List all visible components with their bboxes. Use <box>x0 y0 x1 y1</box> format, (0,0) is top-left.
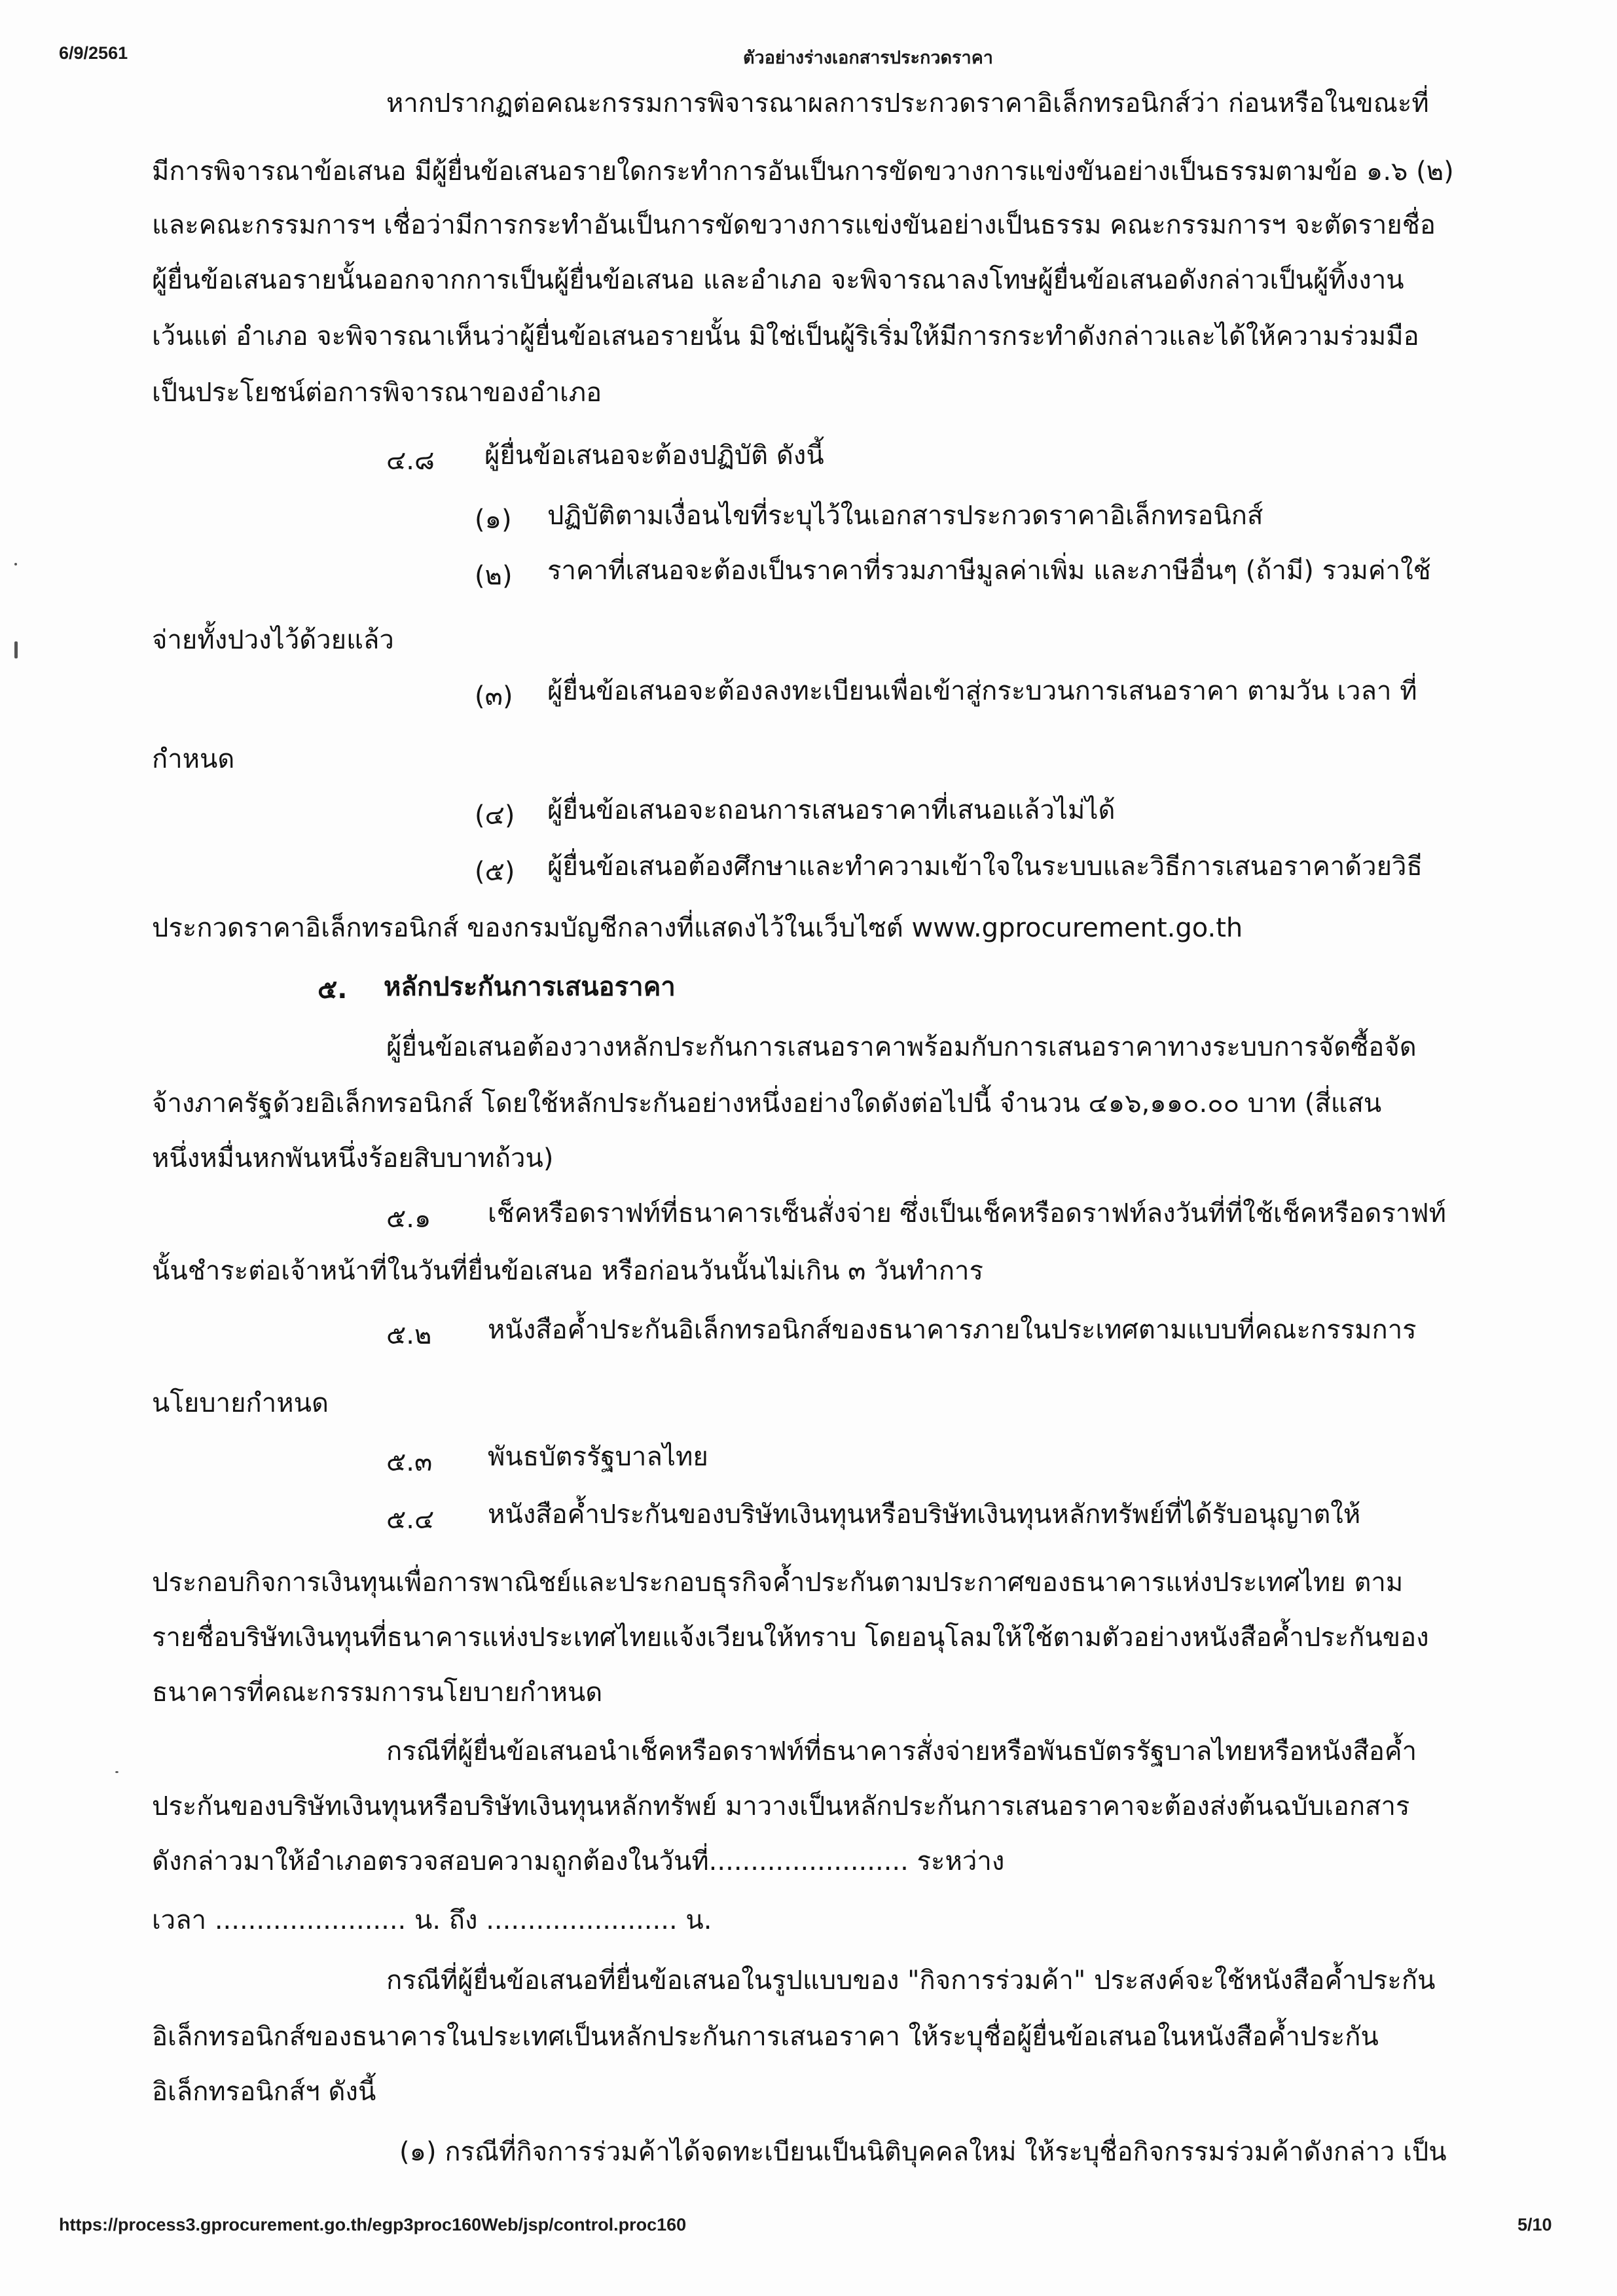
paragraph-line: เช็คหรือดราฟท์ที่ธนาคารเซ็นสั่งจ่าย ซึ่งเป็นเช็คหรือดราฟท์ลงวันที่ที่ใช้เช็คหรือดราฟท์ <box>488 1198 1446 1229</box>
paragraph-line: หนังสือค้ำประกันของบริษัทเงินทุนหรือบริษัทเงินทุนหลักทรัพย์ที่ได้รับอนุญาตให้ <box>488 1499 1361 1530</box>
document-title: ตัวอย่างร่างเอกสารประกวดราคา <box>743 48 993 67</box>
source-url: https://process3.gprocurement.go.th/egp3proc160Web/jsp/control.proc160 <box>59 2215 687 2234</box>
paragraph-line: ผู้ยื่นข้อเสนอรายนั้นออกจากการเป็นผู้ยื่นข้อเสนอ และอำเภอ จะพิจารณาลงโทษผู้ยื่นข้อเสนอดังกล่าวเป็นผู้ทิ้งงาน <box>152 265 1404 295</box>
item-number: (๒) <box>475 561 513 591</box>
paragraph-line: กรณีที่ผู้ยื่นข้อเสนอที่ยื่นข้อเสนอในรูปแบบของ "กิจการร่วมค้า" ประสงค์จะใช้หนังสือค้ำประกัน <box>386 1965 1436 1996</box>
section-4-8-title: ผู้ยื่นข้อเสนอจะต้องปฏิบัติ ดังนี้ <box>484 440 824 471</box>
item-continuation: จ่ายทั้งปวงไว้ด้วยแล้ว <box>152 625 394 655</box>
page-number: 5/10 <box>1517 2215 1552 2234</box>
subsection-number: ๕.๑ <box>386 1204 431 1234</box>
paragraph-line: ดังกล่าวมาให้อำเภอตรวจสอบความถูกต้องในวันที่........................ ระหว่าง <box>152 1846 1005 1876</box>
item-text: ผู้ยื่นข้อเสนอต้องศึกษาและทำความเข้าใจในระบบและวิธีการเสนอราคาด้วยวิธี <box>547 852 1423 882</box>
paragraph-line: หนึ่งหมื่นหกพันหนึ่งร้อยสิบบาทถ้วน) <box>152 1143 554 1174</box>
paragraph-line: ประกันของบริษัทเงินทุนหรือบริษัทเงินทุนหลักทรัพย์ มาวางเป็นหลักประกันการเสนอราคาจะต้องส่งต้นฉบับเอกสาร <box>152 1791 1410 1821</box>
item-text: ปฏิบัติตามเงื่อนไขที่ระบุไว้ในเอกสารประกวดราคาอิเล็กทรอนิกส์ <box>547 501 1263 531</box>
paragraph-line: นั้นชำระต่อเจ้าหน้าที่ในวันที่ยื่นข้อเสนอ หรือก่อนวันนั้นไม่เกิน ๓ วันทำการ <box>152 1256 983 1286</box>
paragraph-line: หนังสือค้ำประกันอิเล็กทรอนิกส์ของธนาคารภายในประเทศตามแบบที่คณะกรรมการ <box>488 1315 1417 1345</box>
item-text: ผู้ยื่นข้อเสนอจะถอนการเสนอราคาที่เสนอแล้วไม่ได้ <box>547 795 1116 825</box>
paragraph-line: หากปรากฏต่อคณะกรรมการพิจารณาผลการประกวดราคาอิเล็กทรอนิกส์ว่า ก่อนหรือในขณะที่ <box>386 88 1429 118</box>
paragraph-line: กรณีที่ผู้ยื่นข้อเสนอนำเช็คหรือดราฟท์ที่ธนาคารสั่งจ่ายหรือพันธบัตรรัฐบาลไทยหรือหนังสือค้ำ <box>386 1736 1417 1767</box>
paragraph-line: ผู้ยื่นข้อเสนอต้องวางหลักประกันการเสนอราคาพร้อมกับการเสนอราคาทางระบบการจัดซื้อจัด <box>386 1032 1417 1062</box>
paragraph-line: อิเล็กทรอนิกส์ฯ ดังนี้ <box>152 2077 376 2107</box>
paragraph-line: เป็นประโยชน์ต่อการพิจารณาของอำเภอ <box>152 378 602 408</box>
item-number: (๑) <box>475 505 512 535</box>
section-5-title: หลักประกันการเสนอราคา <box>384 972 676 1002</box>
scan-speck <box>115 1771 118 1773</box>
print-date: 6/9/2561 <box>59 43 128 63</box>
item-number: (๓) <box>475 681 513 711</box>
paragraph-line: อิเล็กทรอนิกส์ของธนาคารในประเทศเป็นหลักประกันการเสนอราคา ให้ระบุชื่อผู้ยื่นข้อเสนอในหนังสือค้ำประกัน <box>152 2022 1379 2052</box>
paragraph-line: มีการพิจารณาข้อเสนอ มีผู้ยื่นข้อเสนอรายใดกระทำการอันเป็นการขัดขวางการแข่งขันอย่างเป็นธรรมตามข้อ ๑.๖ (๒) <box>152 156 1454 187</box>
paragraph-line: เว้นแต่ อำเภอ จะพิจารณาเห็นว่าผู้ยื่นข้อเสนอรายนั้น มิใช่เป็นผู้ริเริ่มให้มีการกระทำดังกล่าวและได้ให้ความร่วมมือ <box>152 321 1419 351</box>
scan-speck <box>14 563 17 565</box>
paragraph-line: พันธบัตรรัฐบาลไทย <box>488 1442 708 1472</box>
paragraph-line: นโยบายกำหนด <box>152 1388 329 1418</box>
section-5-number: ๕. <box>318 975 348 1005</box>
item-continuation: กำหนด <box>152 744 235 774</box>
subsection-number: ๕.๔ <box>386 1505 435 1535</box>
subsection-number: ๕.๒ <box>386 1320 432 1350</box>
item-number: (๕) <box>475 857 515 887</box>
paragraph-line: จ้างภาครัฐด้วยอิเล็กทรอนิกส์ โดยใช้หลักประกันอย่างหนึ่งอย่างใดดังต่อไปนี้ จำนวน ๔๑๖,๑๑๐.๐๐ บาท (สี่แสน <box>152 1088 1382 1119</box>
paragraph-line: ธนาคารที่คณะกรรมการนโยบายกำหนด <box>152 1677 603 1708</box>
section-4-8-number: ๔.๘ <box>386 446 435 476</box>
subsection-number: ๕.๓ <box>386 1447 433 1477</box>
scan-speck <box>14 641 18 658</box>
paragraph-line: และคณะกรรมการฯ เชื่อว่ามีการกระทำอันเป็นการขัดขวางการแข่งขันอย่างเป็นธรรม คณะกรรมการฯ จะตัดรายชื่อ <box>152 210 1436 240</box>
paragraph-line: เวลา ....................... น. ถึง ....................... น. <box>152 1905 712 1935</box>
item-text: ผู้ยื่นข้อเสนอจะต้องลงทะเบียนเพื่อเข้าสู่กระบวนการเสนอราคา ตามวัน เวลา ที่ <box>547 676 1417 706</box>
item-text: ราคาที่เสนอจะต้องเป็นราคาที่รวมภาษีมูลค่าเพิ่ม และภาษีอื่นๆ (ถ้ามี) รวมค่าใช้ <box>547 556 1431 586</box>
paragraph-line: รายชื่อบริษัทเงินทุนที่ธนาคารแห่งประเทศไทยแจ้งเวียนให้ทราบ โดยอนุโลมให้ใช้ตามตัวอย่างหนังสือค้ำประกันของ <box>152 1623 1429 1653</box>
item-number: (๔) <box>475 800 515 831</box>
paragraph-line: (๑) กรณีที่กิจการร่วมค้าได้จดทะเบียนเป็นนิติบุคคลใหม่ ให้ระบุชื่อกิจกรรมร่วมค้าดังกล่าว เป็น <box>399 2137 1447 2167</box>
paragraph-line: ประกอบกิจการเงินทุนเพื่อการพาณิชย์และประกอบธุรกิจค้ำประกันตามประกาศของธนาคารแห่งประเทศไทย ตาม <box>152 1568 1404 1598</box>
item-continuation: ประกวดราคาอิเล็กทรอนิกส์ ของกรมบัญชีกลางที่แสดงไว้ในเว็บไซต์ www.gprocurement.go.th <box>152 913 1243 943</box>
